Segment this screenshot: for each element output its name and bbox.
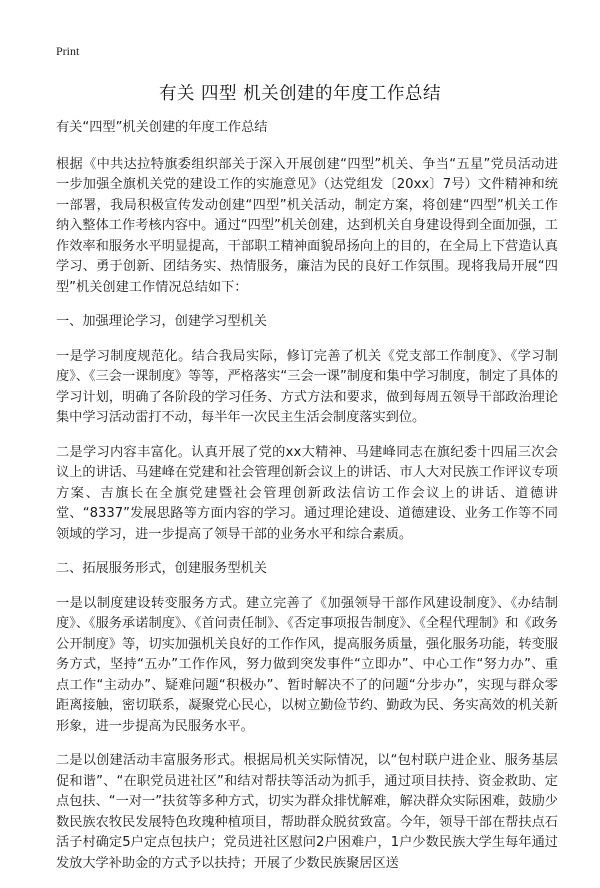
section-heading-learning: 一、加强理论学习，创建学习型机关 — [56, 314, 267, 329]
document-title: 有关 四型 机关创建的年度工作总结 — [158, 84, 442, 104]
paragraph-service-system: 一是以制度建设转变服务方式。建立完善了《加强领导干部作风建设制度》、《办结制度》、《服务承诺制度》、《首问责任制》、《否定事项报告制度》、《全程代理制》和《政务公开制度》等，切实加强机关良好的工作作风，提高服务质量，强化服务功能，转变服务方式，坚持“五办”工作作风，努力做到突发事件“立即办”、中心工作“努力办”、重点工作“主动办”、疑难问题“积极办”、暂时解决不了的问题“分步办”，实现与群众零距离接触，密切联系，凝聚党心民心，以树立勤俭节约、勤政为民、务实高效的机关新形象，进一步提高为民服务水平。 — [56, 595, 558, 734]
paragraph-learning-system: 一是学习制度规范化。结合我局实际，修订完善了机关《党支部工作制度》、《学习制度》、《三会一课制度》等等，严格落实“三会一课”制度和集中学习制度，制定了具体的学习计划，明确了各阶段的学习任务、方式方法和要求，做到每周五领导干部政治理论集中学习活动雷打不动，每半年一次民主生活会制度落实到位。 — [56, 348, 558, 425]
paragraph-learning-content: 二是学习内容丰富化。认真开展了党的xx大精神、马建峰同志在旗纪委十四届三次会议上的讲话、马建峰在党建和社会管理创新会议上的讲话、市人大对民族工作评议专项方案、吉旗长在全旗党建暨社会管理创新政法信访工作会议上的讲话、道德讲堂、“8337”发展思路等方面内容的学习。通过理论建设、道德建设、业务工作等不同领域的学习，进一步提高了领导干部的业务水平和综合素质。 — [56, 444, 558, 542]
section-heading-service: 二、拓展服务形式，创建服务型机关 — [56, 561, 267, 576]
document-body — [56, 118, 558, 888]
subtitle-paragraph: 有关“四型”机关创建的年度工作总结 — [56, 120, 268, 135]
intro-paragraph: 根据《中共达拉特旗委组织部关于深入开展创建“四型”机关、争当“五星”党员活动进一步加强全旗机关党的建设工作的实施意见》（达党组发〔20xx〕7号）文件精神和统一部署，我局积极宣传发动创建“四型”机关活动，制定方案，将创建“四型”机关工作纳入整体工作考核内容中。通过“四型”机关创建，达到机关自身建设得到全面加强，工作效率和服务水平明显提高，干部职工精神面貌昂扬向上的目的，在全局上下营造认真学习、勇于创新、团结务实、热情服务，廉洁为民的良好工作氛围。现将我局开展“四型”机关创建工作情况总结如下： — [56, 156, 558, 295]
paragraph-service-activities: 二是以创建活动丰富服务形式。根据局机关实际情况，以“包村联户进企业、服务基层促和谐”、“在职党员进社区”和结对帮扶等活动为抓手，通过项目扶持、资金救助、定点包扶、“一对一”扶贫等多种方式，切实为群众排忧解难，解决群众实际困难，鼓励少数民族农牧民发展特色玫瑰种植项目，帮助群众脱贫致富。今年，领导干部在帮扶点石活子村确定5户定点包扶户；党员进社区慰问2户困难户，1户少数民族大学生每年通过发放大学补助金的方式予以扶持；开展了少数民族聚居区送 — [56, 753, 558, 871]
print-link[interactable]: Print — [56, 44, 80, 58]
